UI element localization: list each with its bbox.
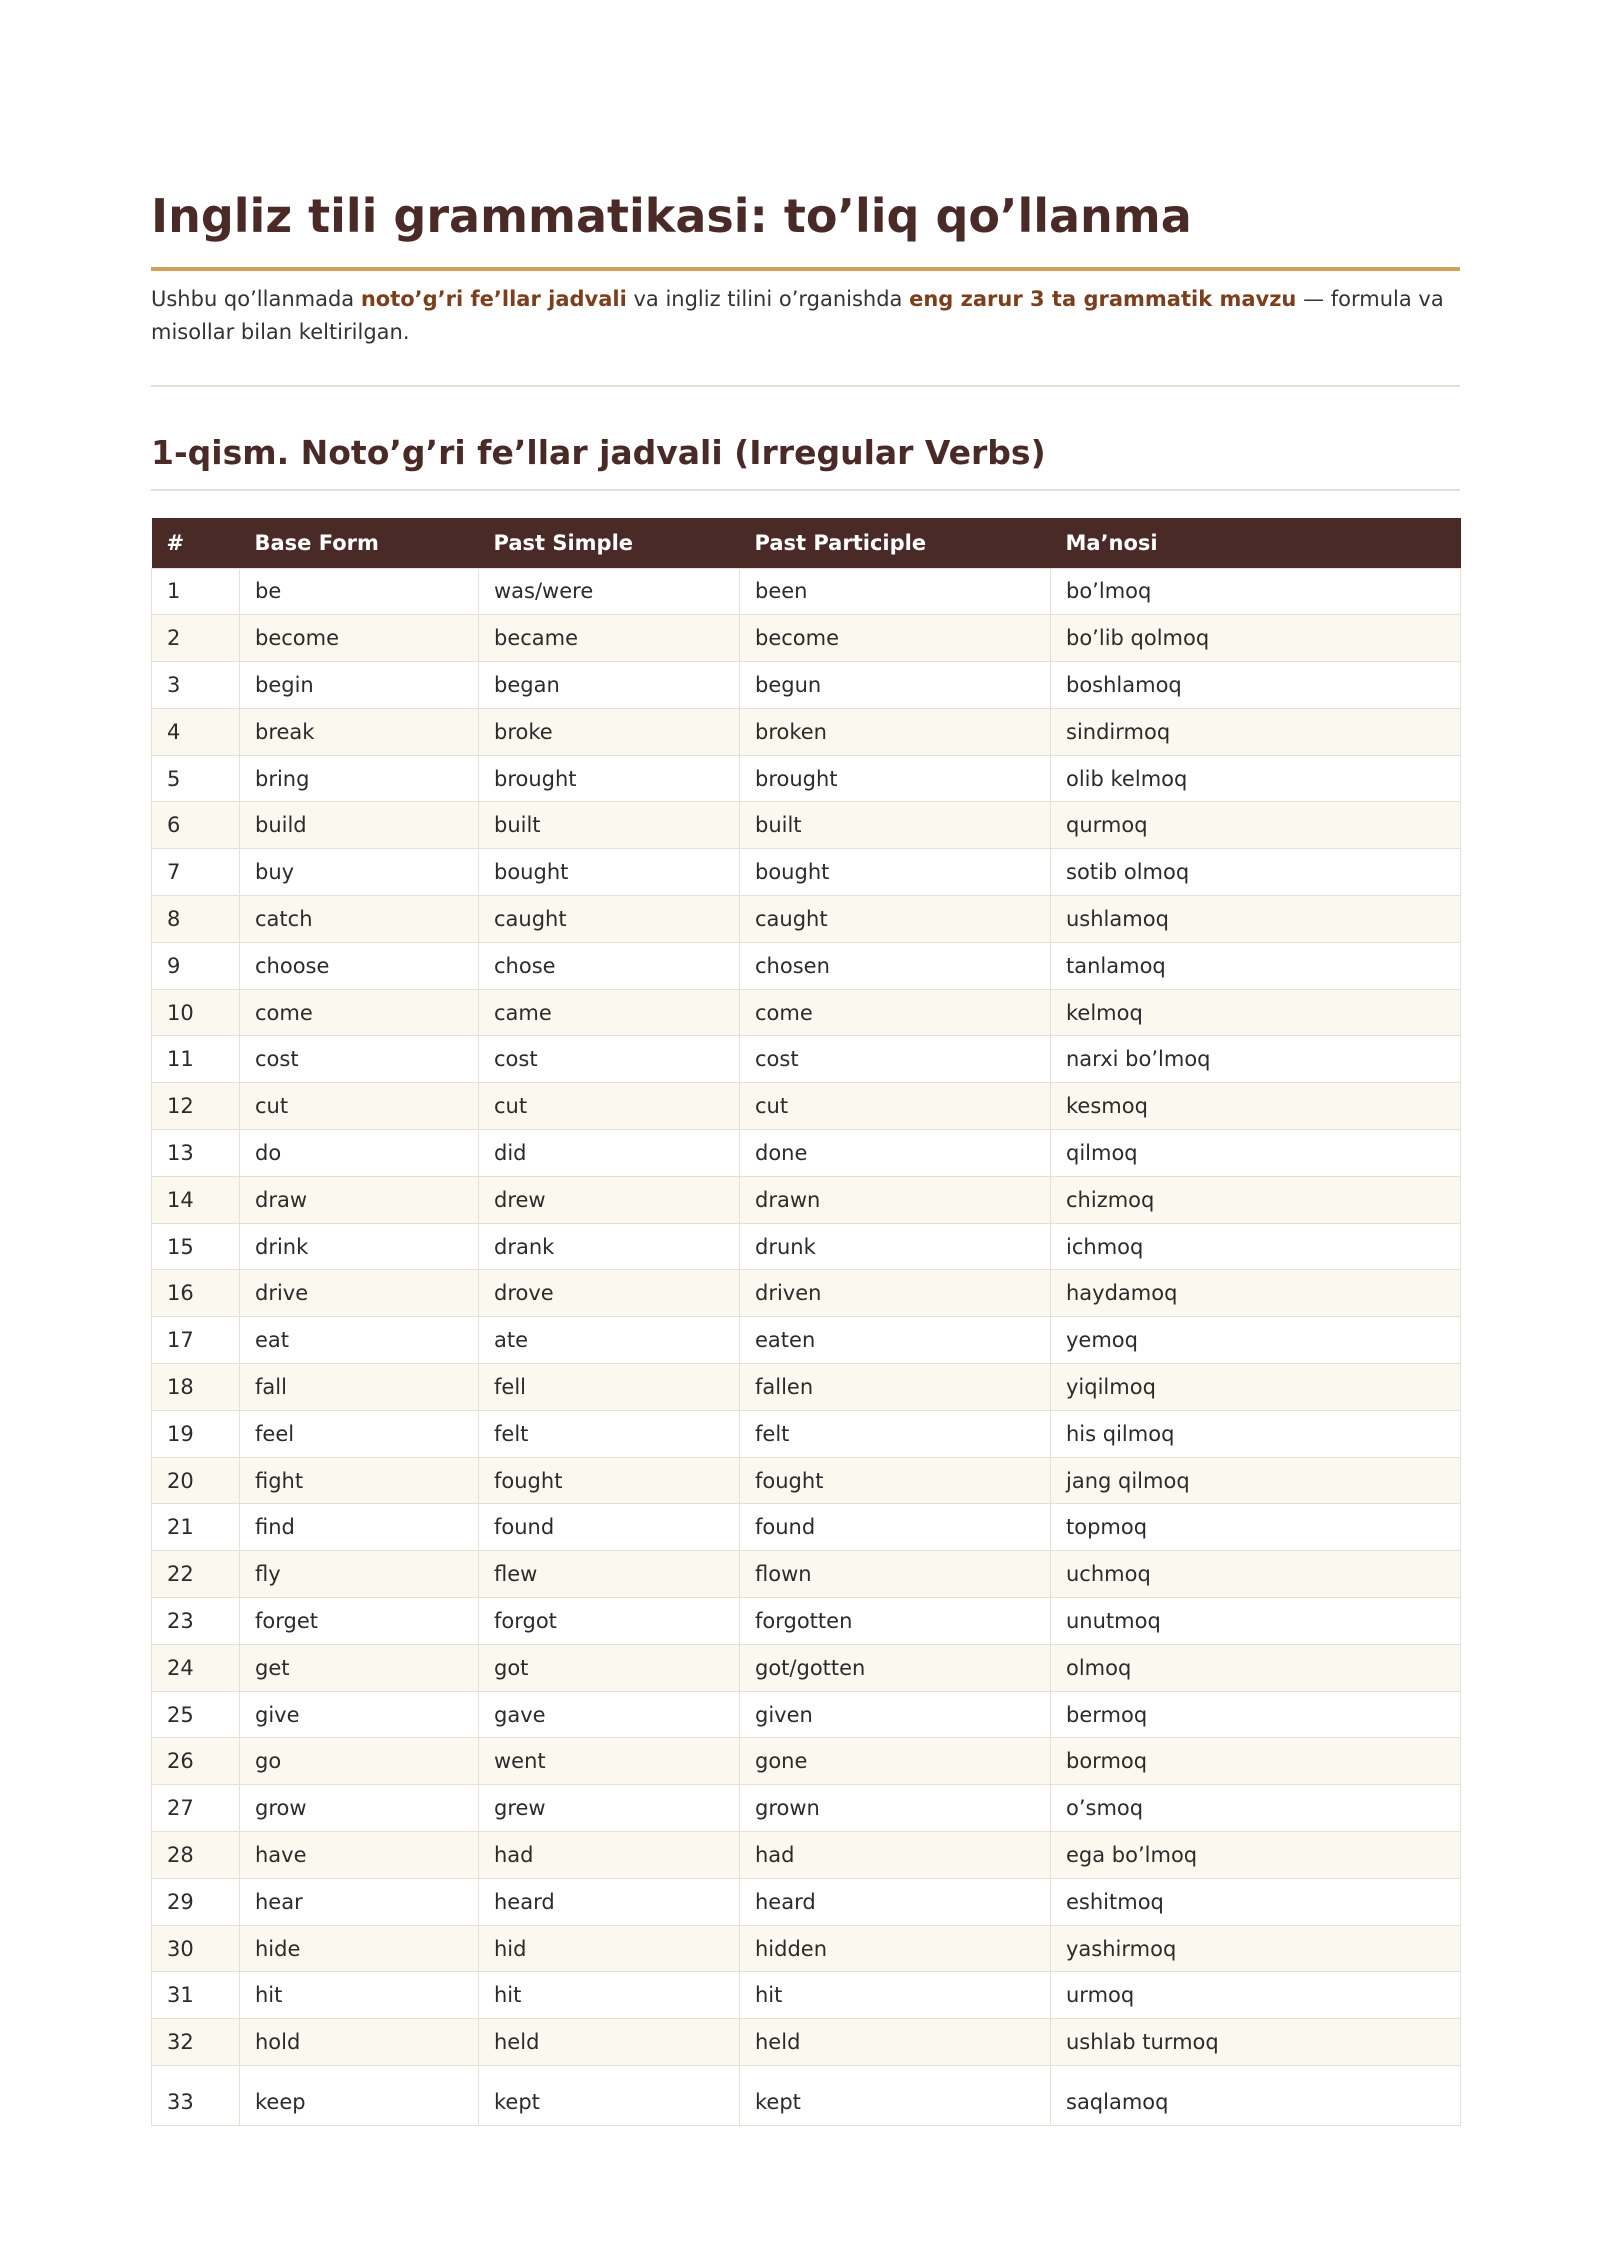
meaning-cell: ega bo’lmoq xyxy=(1051,1832,1461,1879)
table-row xyxy=(152,1364,1461,1411)
past-simple-cell: brought xyxy=(479,755,740,802)
base-form-cell: eat xyxy=(240,1317,479,1364)
past-participle-cell: given xyxy=(740,1691,1051,1738)
base-form-cell: drive xyxy=(240,1270,479,1317)
meaning-cell: sindirmoq xyxy=(1051,708,1461,755)
past-simple-cell: fought xyxy=(479,1457,740,1504)
table-row xyxy=(152,1972,1461,2019)
verb-number: 14 xyxy=(152,1176,240,1223)
table-row xyxy=(152,615,1461,662)
meaning-cell: kelmoq xyxy=(1051,989,1461,1036)
past-simple-cell: drove xyxy=(479,1270,740,1317)
intro-text-1: Ushbu qo’llanmada xyxy=(151,287,361,311)
meaning-cell: bormoq xyxy=(1051,1738,1461,1785)
past-simple-cell: had xyxy=(479,1832,740,1879)
table-row xyxy=(152,662,1461,709)
past-simple-cell: felt xyxy=(479,1410,740,1457)
table-row xyxy=(152,896,1461,943)
meaning-cell: qurmoq xyxy=(1051,802,1461,849)
table-row xyxy=(152,2066,1461,2126)
meaning-cell: his qilmoq xyxy=(1051,1410,1461,1457)
verb-number: 26 xyxy=(152,1738,240,1785)
past-participle-cell: got/gotten xyxy=(740,1644,1051,1691)
meaning-cell: urmoq xyxy=(1051,1972,1461,2019)
verb-number: 16 xyxy=(152,1270,240,1317)
intro-text-2: va ingliz tilini o’rganishda xyxy=(626,287,910,311)
past-simple-cell: cut xyxy=(479,1083,740,1130)
meaning-cell: chizmoq xyxy=(1051,1176,1461,1223)
table-row xyxy=(152,1832,1461,1879)
verb-number: 2 xyxy=(152,615,240,662)
base-form-cell: choose xyxy=(240,942,479,989)
section-divider xyxy=(151,489,1460,491)
table-row xyxy=(152,755,1461,802)
meaning-cell: haydamoq xyxy=(1051,1270,1461,1317)
verb-number: 30 xyxy=(152,1925,240,1972)
base-form-cell: have xyxy=(240,1832,479,1879)
past-participle-cell: brought xyxy=(740,755,1051,802)
verb-number: 9 xyxy=(152,942,240,989)
verb-number: 5 xyxy=(152,755,240,802)
base-form-cell: hear xyxy=(240,1878,479,1925)
verb-number: 17 xyxy=(152,1317,240,1364)
past-simple-cell: drew xyxy=(479,1176,740,1223)
table-row xyxy=(152,1691,1461,1738)
base-form-cell: find xyxy=(240,1504,479,1551)
base-form-cell: forget xyxy=(240,1598,479,1645)
column-header-number: # xyxy=(152,518,240,568)
past-participle-cell: built xyxy=(740,802,1051,849)
past-participle-cell: broken xyxy=(740,708,1051,755)
meaning-cell: olib kelmoq xyxy=(1051,755,1461,802)
past-participle-cell: drawn xyxy=(740,1176,1051,1223)
base-form-cell: fall xyxy=(240,1364,479,1411)
base-form-cell: buy xyxy=(240,849,479,896)
verb-number: 10 xyxy=(152,989,240,1036)
base-form-cell: cut xyxy=(240,1083,479,1130)
column-header-past-participle: Past Participle xyxy=(740,518,1051,568)
past-simple-cell: broke xyxy=(479,708,740,755)
verb-number: 11 xyxy=(152,1036,240,1083)
meaning-cell: yashirmoq xyxy=(1051,1925,1461,1972)
table-row xyxy=(152,1036,1461,1083)
past-participle-cell: forgotten xyxy=(740,1598,1051,1645)
verb-number: 4 xyxy=(152,708,240,755)
base-form-cell: keep xyxy=(240,2066,479,2126)
title-divider xyxy=(151,267,1460,271)
past-simple-cell: drank xyxy=(479,1223,740,1270)
irregular-verbs-table xyxy=(151,518,1461,2126)
past-participle-cell: been xyxy=(740,568,1051,615)
verb-number: 21 xyxy=(152,1504,240,1551)
table-row xyxy=(152,942,1461,989)
base-form-cell: bring xyxy=(240,755,479,802)
verb-number: 13 xyxy=(152,1130,240,1177)
intro-paragraph xyxy=(151,283,1460,349)
table-row xyxy=(152,802,1461,849)
verb-number: 3 xyxy=(152,662,240,709)
table-row xyxy=(152,1410,1461,1457)
meaning-cell: kesmoq xyxy=(1051,1083,1461,1130)
past-simple-cell: ate xyxy=(479,1317,740,1364)
base-form-cell: cost xyxy=(240,1036,479,1083)
verb-number: 20 xyxy=(152,1457,240,1504)
verb-number: 8 xyxy=(152,896,240,943)
meaning-cell: o’smoq xyxy=(1051,1785,1461,1832)
base-form-cell: grow xyxy=(240,1785,479,1832)
base-form-cell: hide xyxy=(240,1925,479,1972)
past-simple-cell: kept xyxy=(479,2066,740,2126)
table-row xyxy=(152,1130,1461,1177)
table-row xyxy=(152,1785,1461,1832)
past-participle-cell: hit xyxy=(740,1972,1051,2019)
past-simple-cell: became xyxy=(479,615,740,662)
past-participle-cell: held xyxy=(740,2019,1051,2066)
meaning-cell: sotib olmoq xyxy=(1051,849,1461,896)
base-form-cell: hold xyxy=(240,2019,479,2066)
meaning-cell: eshitmoq xyxy=(1051,1878,1461,1925)
verb-number: 22 xyxy=(152,1551,240,1598)
table-row xyxy=(152,1551,1461,1598)
table-row xyxy=(152,1317,1461,1364)
past-participle-cell: drunk xyxy=(740,1223,1051,1270)
base-form-cell: get xyxy=(240,1644,479,1691)
column-header-meaning: Ma’nosi xyxy=(1051,518,1461,568)
verb-number: 1 xyxy=(152,568,240,615)
table-row xyxy=(152,2019,1461,2066)
base-form-cell: go xyxy=(240,1738,479,1785)
verb-number: 15 xyxy=(152,1223,240,1270)
verb-number: 32 xyxy=(152,2019,240,2066)
base-form-cell: begin xyxy=(240,662,479,709)
past-simple-cell: began xyxy=(479,662,740,709)
past-simple-cell: gave xyxy=(479,1691,740,1738)
verb-number: 6 xyxy=(152,802,240,849)
past-simple-cell: grew xyxy=(479,1785,740,1832)
past-participle-cell: become xyxy=(740,615,1051,662)
past-participle-cell: flown xyxy=(740,1551,1051,1598)
table-row xyxy=(152,1457,1461,1504)
verb-number: 23 xyxy=(152,1598,240,1645)
past-participle-cell: fallen xyxy=(740,1364,1051,1411)
past-simple-cell: fell xyxy=(479,1364,740,1411)
past-simple-cell: flew xyxy=(479,1551,740,1598)
past-participle-cell: hidden xyxy=(740,1925,1051,1972)
past-simple-cell: found xyxy=(479,1504,740,1551)
meaning-cell: unutmoq xyxy=(1051,1598,1461,1645)
meaning-cell: ushlab turmoq xyxy=(1051,2019,1461,2066)
meaning-cell: yiqilmoq xyxy=(1051,1364,1461,1411)
past-simple-cell: bought xyxy=(479,849,740,896)
past-participle-cell: felt xyxy=(740,1410,1051,1457)
table-row xyxy=(152,1504,1461,1551)
verb-number: 31 xyxy=(152,1972,240,2019)
column-header-base-form: Base Form xyxy=(240,518,479,568)
verb-number: 12 xyxy=(152,1083,240,1130)
meaning-cell: bermoq xyxy=(1051,1691,1461,1738)
past-participle-cell: found xyxy=(740,1504,1051,1551)
verb-number: 29 xyxy=(152,1878,240,1925)
past-participle-cell: chosen xyxy=(740,942,1051,989)
base-form-cell: draw xyxy=(240,1176,479,1223)
verb-number: 28 xyxy=(152,1832,240,1879)
meaning-cell: saqlamoq xyxy=(1051,2066,1461,2126)
base-form-cell: build xyxy=(240,802,479,849)
past-simple-cell: got xyxy=(479,1644,740,1691)
table-row xyxy=(152,849,1461,896)
base-form-cell: be xyxy=(240,568,479,615)
past-participle-cell: grown xyxy=(740,1785,1051,1832)
meaning-cell: qilmoq xyxy=(1051,1130,1461,1177)
past-simple-cell: was/were xyxy=(479,568,740,615)
table-row xyxy=(152,708,1461,755)
base-form-cell: catch xyxy=(240,896,479,943)
table-row xyxy=(152,1083,1461,1130)
base-form-cell: come xyxy=(240,989,479,1036)
past-simple-cell: held xyxy=(479,2019,740,2066)
table-row xyxy=(152,1223,1461,1270)
column-header-past-simple: Past Simple xyxy=(479,518,740,568)
past-participle-cell: begun xyxy=(740,662,1051,709)
meaning-cell: uchmoq xyxy=(1051,1551,1461,1598)
base-form-cell: feel xyxy=(240,1410,479,1457)
base-form-cell: become xyxy=(240,615,479,662)
base-form-cell: fly xyxy=(240,1551,479,1598)
past-simple-cell: hid xyxy=(479,1925,740,1972)
past-simple-cell: hit xyxy=(479,1972,740,2019)
table-row xyxy=(152,1270,1461,1317)
intro-text-3: — formula va misollar bilan keltirilgan. xyxy=(151,287,1444,344)
meaning-cell: jang qilmoq xyxy=(1051,1457,1461,1504)
table-row xyxy=(152,1925,1461,1972)
base-form-cell: fight xyxy=(240,1457,479,1504)
verb-number: 24 xyxy=(152,1644,240,1691)
base-form-cell: hit xyxy=(240,1972,479,2019)
table-row xyxy=(152,1176,1461,1223)
past-simple-cell: came xyxy=(479,989,740,1036)
past-participle-cell: fought xyxy=(740,1457,1051,1504)
meaning-cell: narxi bo’lmoq xyxy=(1051,1036,1461,1083)
past-simple-cell: did xyxy=(479,1130,740,1177)
base-form-cell: drink xyxy=(240,1223,479,1270)
page-title: Ingliz tili grammatikasi: to’liq qo’llanma xyxy=(151,189,1192,243)
verb-number: 27 xyxy=(152,1785,240,1832)
meaning-cell: bo’lib qolmoq xyxy=(1051,615,1461,662)
past-participle-cell: come xyxy=(740,989,1051,1036)
table-row xyxy=(152,568,1461,615)
section-heading: 1-qism. Noto’g’ri fe’llar jadvali (Irregular Verbs) xyxy=(151,433,1046,472)
past-participle-cell: done xyxy=(740,1130,1051,1177)
meaning-cell: ichmoq xyxy=(1051,1223,1461,1270)
base-form-cell: give xyxy=(240,1691,479,1738)
verb-number: 19 xyxy=(152,1410,240,1457)
past-participle-cell: cut xyxy=(740,1083,1051,1130)
verb-number: 25 xyxy=(152,1691,240,1738)
meaning-cell: boshlamoq xyxy=(1051,662,1461,709)
past-simple-cell: cost xyxy=(479,1036,740,1083)
intro-highlight-irregular-verbs: noto’g’ri fe’llar jadvali xyxy=(360,287,627,311)
table-row xyxy=(152,1878,1461,1925)
table-row xyxy=(152,1598,1461,1645)
intro-divider xyxy=(151,385,1460,387)
past-simple-cell: caught xyxy=(479,896,740,943)
past-participle-cell: driven xyxy=(740,1270,1051,1317)
past-participle-cell: had xyxy=(740,1832,1051,1879)
meaning-cell: tanlamoq xyxy=(1051,942,1461,989)
table-row xyxy=(152,1738,1461,1785)
past-simple-cell: forgot xyxy=(479,1598,740,1645)
base-form-cell: do xyxy=(240,1130,479,1177)
past-simple-cell: heard xyxy=(479,1878,740,1925)
meaning-cell: ushlamoq xyxy=(1051,896,1461,943)
table-header-row xyxy=(152,518,1461,568)
meaning-cell: yemoq xyxy=(1051,1317,1461,1364)
verb-number: 18 xyxy=(152,1364,240,1411)
past-simple-cell: chose xyxy=(479,942,740,989)
past-participle-cell: kept xyxy=(740,2066,1051,2126)
past-participle-cell: caught xyxy=(740,896,1051,943)
past-simple-cell: built xyxy=(479,802,740,849)
past-participle-cell: eaten xyxy=(740,1317,1051,1364)
meaning-cell: topmoq xyxy=(1051,1504,1461,1551)
past-participle-cell: cost xyxy=(740,1036,1051,1083)
meaning-cell: bo’lmoq xyxy=(1051,568,1461,615)
intro-highlight-grammar-topics: eng zarur 3 ta grammatik mavzu xyxy=(909,287,1297,311)
past-participle-cell: bought xyxy=(740,849,1051,896)
table-row xyxy=(152,989,1461,1036)
table-row xyxy=(152,1644,1461,1691)
base-form-cell: break xyxy=(240,708,479,755)
verb-number: 7 xyxy=(152,849,240,896)
table-body xyxy=(152,568,1461,2126)
past-simple-cell: went xyxy=(479,1738,740,1785)
verb-number: 33 xyxy=(152,2066,240,2126)
past-participle-cell: heard xyxy=(740,1878,1051,1925)
past-participle-cell: gone xyxy=(740,1738,1051,1785)
meaning-cell: olmoq xyxy=(1051,1644,1461,1691)
